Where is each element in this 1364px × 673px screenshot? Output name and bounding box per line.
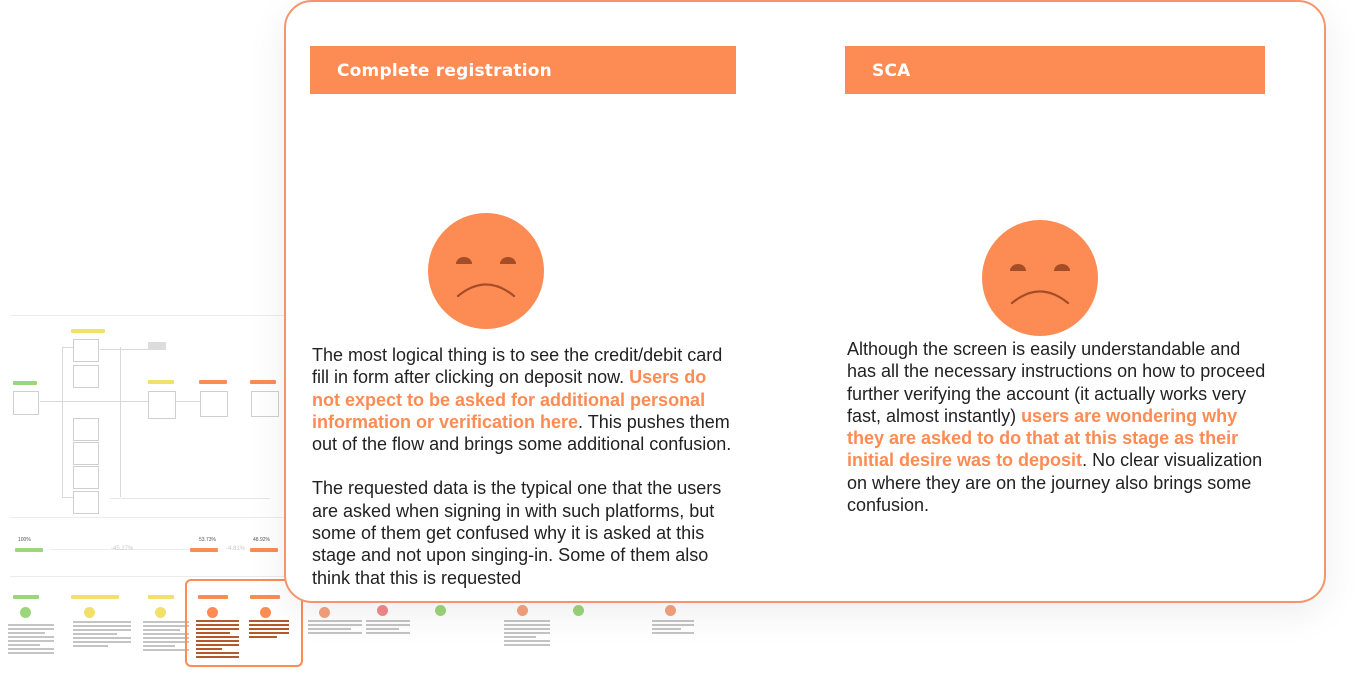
stage-description xyxy=(312,344,732,603)
map-divider xyxy=(10,517,284,518)
map-screen-thumb xyxy=(13,391,39,415)
description-paragraph: The most logical thing is to see the credit/debit card fill in form after clicking on deposit now. Users do not expect to be asked for additional personal information or verification here. This pushes them out of the flow and brings some additional confusion. xyxy=(312,345,732,455)
map-stage-tag xyxy=(71,329,105,333)
emotion-dot-positive xyxy=(435,605,446,616)
stage-title: SCA xyxy=(845,46,1265,94)
description-paragraph: Although the screen is easily understandable and has all the necessary instructions on how to proceed further verifying the account (it actually works very fast, almost instantly) users are wondering why they are asked to do that at this stage as their initial desire was to deposit. No clear visualization on where they are on the journey also brings some confusion. xyxy=(847,339,1266,516)
metric-step-1: 100% xyxy=(18,537,31,543)
current-selection-highlight xyxy=(185,579,303,667)
emotion-dot-negative xyxy=(319,607,330,618)
metric-bar xyxy=(250,548,278,552)
emotion-stage-tag xyxy=(148,595,174,599)
emotion-dot-positive xyxy=(20,607,31,618)
map-divider xyxy=(10,576,284,577)
emotion-note xyxy=(504,620,550,648)
emotion-note xyxy=(308,620,362,636)
emotion-note xyxy=(366,620,410,636)
map-screen-thumb xyxy=(73,365,99,388)
emotion-note xyxy=(73,621,131,649)
map-stage-tag xyxy=(199,380,227,384)
metric-step-2: 53.73% xyxy=(199,537,216,543)
emotion-note xyxy=(143,621,189,653)
map-screen-thumb xyxy=(73,466,99,489)
stage-title: Complete registration xyxy=(310,46,736,94)
stage-column-sca xyxy=(845,46,1266,516)
emotion-dot-neutral xyxy=(155,607,166,618)
key-insight: Users do not expect to be asked for additional personal information or verification here xyxy=(312,367,707,432)
metric-bar xyxy=(15,548,43,552)
sad-face-icon xyxy=(428,213,544,329)
emotion-dot-negative xyxy=(665,605,676,616)
metric-drop-1: -45.27% xyxy=(111,546,134,552)
map-stage-tag xyxy=(148,380,174,384)
metric-step-3: 48.92% xyxy=(253,537,270,543)
map-screen-thumb xyxy=(73,491,99,514)
map-screen-thumb xyxy=(73,418,99,441)
stage-description xyxy=(847,338,1272,538)
metric-drop-2: -4.81% xyxy=(226,546,246,552)
map-connector xyxy=(100,349,148,350)
map-stage-tag xyxy=(13,381,37,385)
metric-bar xyxy=(190,548,218,552)
emotion-dot-negative xyxy=(377,605,388,616)
emotion-stage-tag xyxy=(71,595,119,599)
map-screen-thumb xyxy=(148,391,176,419)
map-connector xyxy=(120,347,121,497)
emotion-dot-negative xyxy=(517,605,528,616)
map-screen-thumb xyxy=(251,391,279,417)
map-screen-thumb xyxy=(200,391,228,417)
map-screen-thumb xyxy=(73,442,99,465)
map-connector xyxy=(110,498,270,499)
emotion-dot-neutral xyxy=(84,607,95,618)
map-connector xyxy=(62,347,63,497)
stage-column-complete-registration xyxy=(310,46,736,588)
map-stage-tag xyxy=(250,380,276,384)
key-insight: users are wondering why they are asked to do that at this stage as their initial desire was to deposit xyxy=(847,405,1239,471)
emotion-dot-positive xyxy=(573,605,584,616)
emotion-stage-tag xyxy=(13,595,39,599)
zoom-detail-card xyxy=(284,0,1326,603)
sad-face-icon xyxy=(982,220,1098,336)
map-divider xyxy=(10,315,284,316)
map-screen-thumb xyxy=(148,342,166,350)
emotion-note xyxy=(652,620,694,636)
description-paragraph: The requested data is the typical one that the users are asked when signing in with such platforms, but some of them get confused why it is asked at this stage and not upon singing-in. Some of them also think that this is requested xyxy=(312,478,722,588)
map-screen-thumb xyxy=(73,339,99,362)
emotion-note xyxy=(8,624,54,656)
